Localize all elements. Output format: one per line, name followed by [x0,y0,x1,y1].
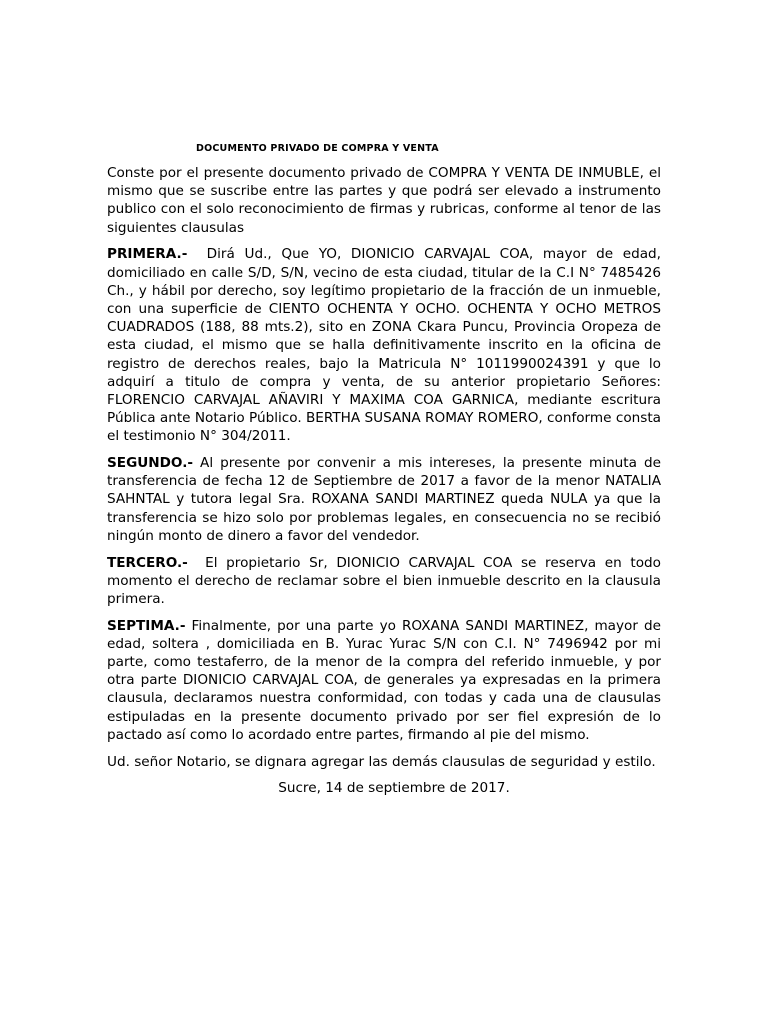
clause-text: Finalmente, por una parte yo ROXANA SANDI MARTINEZ, mayor de edad, soltera , domiciliada en B. Yurac Yurac S/N con C.I. N° 7496942 por mi parte, como testaferro, de la menor de la compra del referido inmueble, y por otra parte DIONICIO CARVAJAL COA, de generales ya expresadas en la primera clausula, declaramos nuestra conformidad, con todas y cada una de clausulas estipuladas en la presente documento privado por ser fiel expresión de lo pactado así como lo acordado entre partes, firmando al pie del mismo. [107,617,661,743]
clause-tercero [107,554,661,609]
clause-septima [107,617,661,744]
clause-heading: TERCERO.- [107,554,188,571]
clause-primera [107,245,661,445]
clause-heading: SEGUNDO.- [107,455,193,472]
document-body [107,164,661,798]
intro-paragraph: Conste por el presente documento privado de COMPRA Y VENTA DE INMUBLE, el mismo que se suscribe entre las partes y que podrá ser elevado a instrumento publico con el solo reconocimiento de firmas y rubricas, conforme al tenor de las siguientes clausulas [107,165,661,236]
clause-heading: SEPTIMA.- [107,617,186,634]
closing-request: Ud. señor Notario, se dignara agregar las demás clausulas de seguridad y estilo. [107,753,656,770]
clause-text: Dirá Ud., Que YO, DIONICIO CARVAJAL COA, mayor de edad, domiciliado en calle S/D, S/N, vecino de esta ciudad, titular de la C.I N° 7485426 Ch., y hábil por derecho, soy legítimo propietario de la fracción de un inmueble, con una superficie de CIENTO OCHENTA Y OCHO. OCHENTA Y OCHO METROS CUADRADOS (188, 88 mts.2), sito en ZONA Ckara Puncu, Provincia Oropeza de esta ciudad, el mismo que se halla definitivamente inscrito en la oficina de registro de derechos reales, bajo la Matricula N° 1011990024391 y que lo adquirí a titulo de compra y venta, de su anterior propietario Señores: FLORENCIO CARVAJAL AÑAVIRI Y MAXIMA COA GARNICA, mediante escritura Pública ante Notario Público. BERTHA SUSANA ROMAY ROMERO, conforme consta el testimonio N° 304/2011. [107,246,661,445]
clause-heading: PRIMERA.- [107,246,188,263]
clause-segundo [107,454,661,545]
place-date: Sucre, 14 de septiembre de 2017. [278,780,510,797]
document-title: DOCUMENTO PRIVADO DE COMPRA Y VENTA [196,143,439,154]
clause-text: El propietario Sr, DIONICIO CARVAJAL COA se reserva en todo momento el derecho de reclamar sobre el bien inmueble descrito en la clausula primera. [107,554,661,607]
clause-text: Al presente por convenir a mis intereses, la presente minuta de transferencia de fecha 12 de Septiembre de 2017 a favor de la menor NATALIA SAHNTAL y tutora legal Sra. ROXANA SANDI MARTINEZ queda NULA ya que la transferencia se hizo solo por problemas legales, en consecuencia no se recibió ningún monto de dinero a favor del vendedor. [107,455,661,544]
